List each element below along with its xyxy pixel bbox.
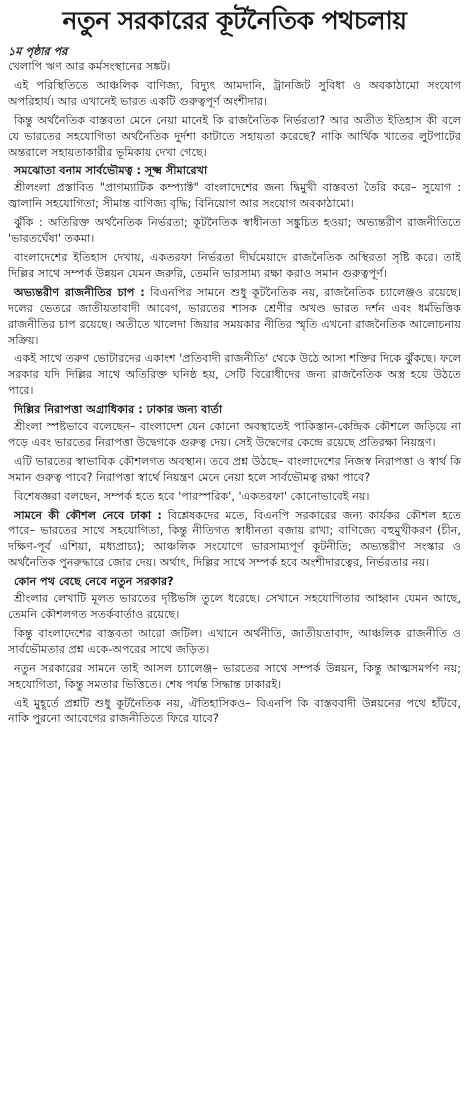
paragraph: একই সাথে তরুণ ভোটারদের একাংশ 'প্রতিবাদী রাজনীতি' থেকে উঠে আসা শক্তির দিকে ঝুঁকছে। ফলে সরকার যদি দিল্লির সাথে অতিরিক্ত ঘনিষ্ঠ হয়, সেটি বিরোধীদের জন্য রাজনৈতিক অস্ত্র হয়ে উঠতে পারে। bbox=[8, 352, 461, 398]
paragraph: বিশেষজ্ঞরা বলছেন, সম্পর্ক হতে হবে 'পারস্পরিক', 'একতরফা' কোনোভাবেই নয়। bbox=[14, 489, 370, 503]
paragraph-with-heading bbox=[8, 508, 461, 572]
paragraph: ঝুঁকি : অতিরিক্ত অর্থনৈতিক নির্ভরতা; কূটনৈতিক স্বাধীনতা সঙ্কুচিত হওয়া; অভ্যন্তরীণ রাজনীতিতে 'ভারতঘেঁষা' তকমা। bbox=[8, 216, 461, 246]
paragraph: এটি ভারতের স্বাভাবিক কৌশলগত অবস্থান। তবে প্রশ্ন উঠছে– বাংলাদেশের নিজস্ব নিরাপত্তা ও স্বার্থ কি সমান গুরুত্ব পাবে? নিরাপত্তা স্বার্থে নিয়ন্ত্রণ মেনে নেয়া হলে সার্বভৌমত্ব রক্ষা পাবে? bbox=[8, 454, 461, 484]
paragraph: বাংলাদেশের ইতিহাস দেখায়, একতরফা নির্ভরতা দীর্ঘমেয়াদে রাজনৈতিক অস্থিরতা সৃষ্টি করে। তাই দিল্লির সাথে সম্পর্ক উন্নয়ন যেমন জরুরি, তেমনি ভারসাম্য রক্ষা করাও সমান গুরুত্বপূর্ণ। bbox=[8, 250, 461, 280]
paragraph: শ্রীলংলা প্রস্তাবিত "প্রাগম্যাটিক কম্প্যাক্ট" বাংলাদেশের জন্য দ্বিমুখী বাস্তবতা তৈরি করে– সুযোগ : জ্বালানি সহযোগিতা; সীমান্ত বাণিজ্য বৃদ্ধি; বিনিয়োগ আর সংযোগ অবকাঠামো। bbox=[8, 181, 461, 211]
section-heading: সামনে কী কৌশল নেবে ঢাকা : bbox=[14, 508, 162, 522]
paragraph: এই পরিস্থিতিতে আঞ্চলিক বাণিজ্য, বিদ্যুৎ আমদানি, ট্রানজিট সুবিধা ও অবকাঠামো সংযোগ অপরিহার্য। আর এখানেই ভারত একটি গুরুত্বপূর্ণ অংশীদার। bbox=[8, 78, 461, 108]
paragraph: শ্রীংলা স্পষ্টভাবে বলেছেন– বাংলাদেশ যেন কোনো অবস্থাতেই পাকিস্তান-কেন্দ্রিক কৌশলে জড়িয়ে না পড়ে এবং ভারতের নিরাপত্তা উদ্বেগকে গুরুত্ব দেয়। সেই উদ্বেগের কেন্দ্রে রয়েছে প্রতিরক্ষা নিয়ন্ত্রণ। bbox=[8, 420, 461, 449]
section-heading: কোন পথ বেছে নেবে নতুন সরকার? bbox=[14, 575, 174, 589]
paragraph-text: বিএনপির সামনে শুধু কূটনৈতিক নয়, রাজনৈতিক চ্যালেঞ্জও রয়েছে। দলের ভেতরে জাতীয়তাবাদী আবেগ, ভারতের শাসক শ্রেণীর অখণ্ড ভারত দর্শন এবং ধর্মভিত্তিক রাজনীতির চাপ রয়েছে। অতীতে খালেদা জিয়ার সময়কার নীতির স্মৃতি এখনো রাজনৈতিক আলোচনায় সক্রিয়। bbox=[8, 285, 461, 347]
paragraph: এই মুহূর্তে প্রশ্নটি শুধু কূটনৈতিক নয়, ঐতিহাসিকও– বিএনপি কি বাস্তববাদী উন্নয়নের পথে হাঁটবে, নাকি পুরনো আবেগের রাজনীতিতে ফিরে যাবে? bbox=[8, 696, 461, 726]
article-headline: নতুন সরকারের কূটনৈতিক পথচলায় bbox=[62, 6, 407, 35]
paragraph: নতুন সরকারের সামনে তাই আসল চ্যালেঞ্জ– ভারতের সাথে সম্পর্ক উন্নয়ন, কিন্তু আত্মসমর্পণ নয়; সহযোগিতা, কিন্তু সমতার ভিত্তিতে। শেষ পর্যন্ত সিদ্ধান্ত ঢাকারই। bbox=[8, 661, 461, 691]
paragraph: কিন্তু অর্থনৈতিক বাস্তবতা মেনে নেয়া মানেই কি রাজনৈতিক নির্ভরতা? আর অতীত ইতিহাস কী বলে যে ভারতের সহযোগিতা অর্থনৈতিক দুর্দশা কাটাতে সহায়তা করেছে? নাকি আর্থিক খাতের লুটপাটের অন্তরালে সহায়তাকারীর ভূমিকায় দেখা গেছে। bbox=[8, 113, 461, 159]
section-heading: সমঝোতা বনাম সার্বভৌমত্ব : সূক্ষ্ম সীমারেখা bbox=[14, 164, 208, 178]
paragraph: শ্রীংলার লেখাটি মূলত ভারতের দৃষ্টিভঙ্গি তুলে ধরেছে। সেখানে সহযোগিতার আহ্বান যেমন আছে, তেমনি কৌশলগত সতর্কবার্তাও রয়েছে। bbox=[8, 592, 461, 621]
paragraph-with-heading bbox=[8, 285, 461, 349]
paragraph: খেলাপি ঋণ আর কর্মসংস্থানের সঙ্কট। bbox=[8, 60, 171, 73]
section-heading: অভ্যন্তরীণ রাজনীতির চাপ : bbox=[14, 285, 145, 299]
continued-from-label: ১ম পৃষ্ঠার পর bbox=[8, 45, 68, 58]
paragraph-text: বিশ্লেষকদের মতে, বিএনপি সরকারের জন্য কার্যকর কৌশল হতে পারে– ভারতের সাথে সহযোগিতা, কিন্তু নীতিগত স্বাধীনতা বজায় রাখা; বাণিজ্যে বহুমুখীকরণ (চীন, দক্ষিণ-পূর্ব এশিয়া, মধ্যপ্রাচ্য); আঞ্চলিক সংযোগে ভারসাম্যপূর্ণ কূটনীতি; অভ্যন্তরীণ সংস্কার ও অর্থনৈতিক পুনরুদ্ধারে জোর দেয়। অর্থাৎ, দিল্লির সাথে সম্পর্ক হবে অংশীদারত্বের, নির্ভরতার নয়। bbox=[8, 508, 461, 570]
paragraph: কিন্তু বাংলাদেশের বাস্তবতা আরো জটিল। এখানে অর্থনীতি, জাতীয়তাবাদ, আঞ্চলিক রাজনীতি ও সার্বভৌমতার প্রশ্ন একে-অপরের সাথে জড়িত। bbox=[8, 626, 461, 656]
section-heading: দিল্লির নিরাপত্তা অগ্রাধিকার : ঢাকার জন্য বার্তা bbox=[14, 403, 223, 417]
